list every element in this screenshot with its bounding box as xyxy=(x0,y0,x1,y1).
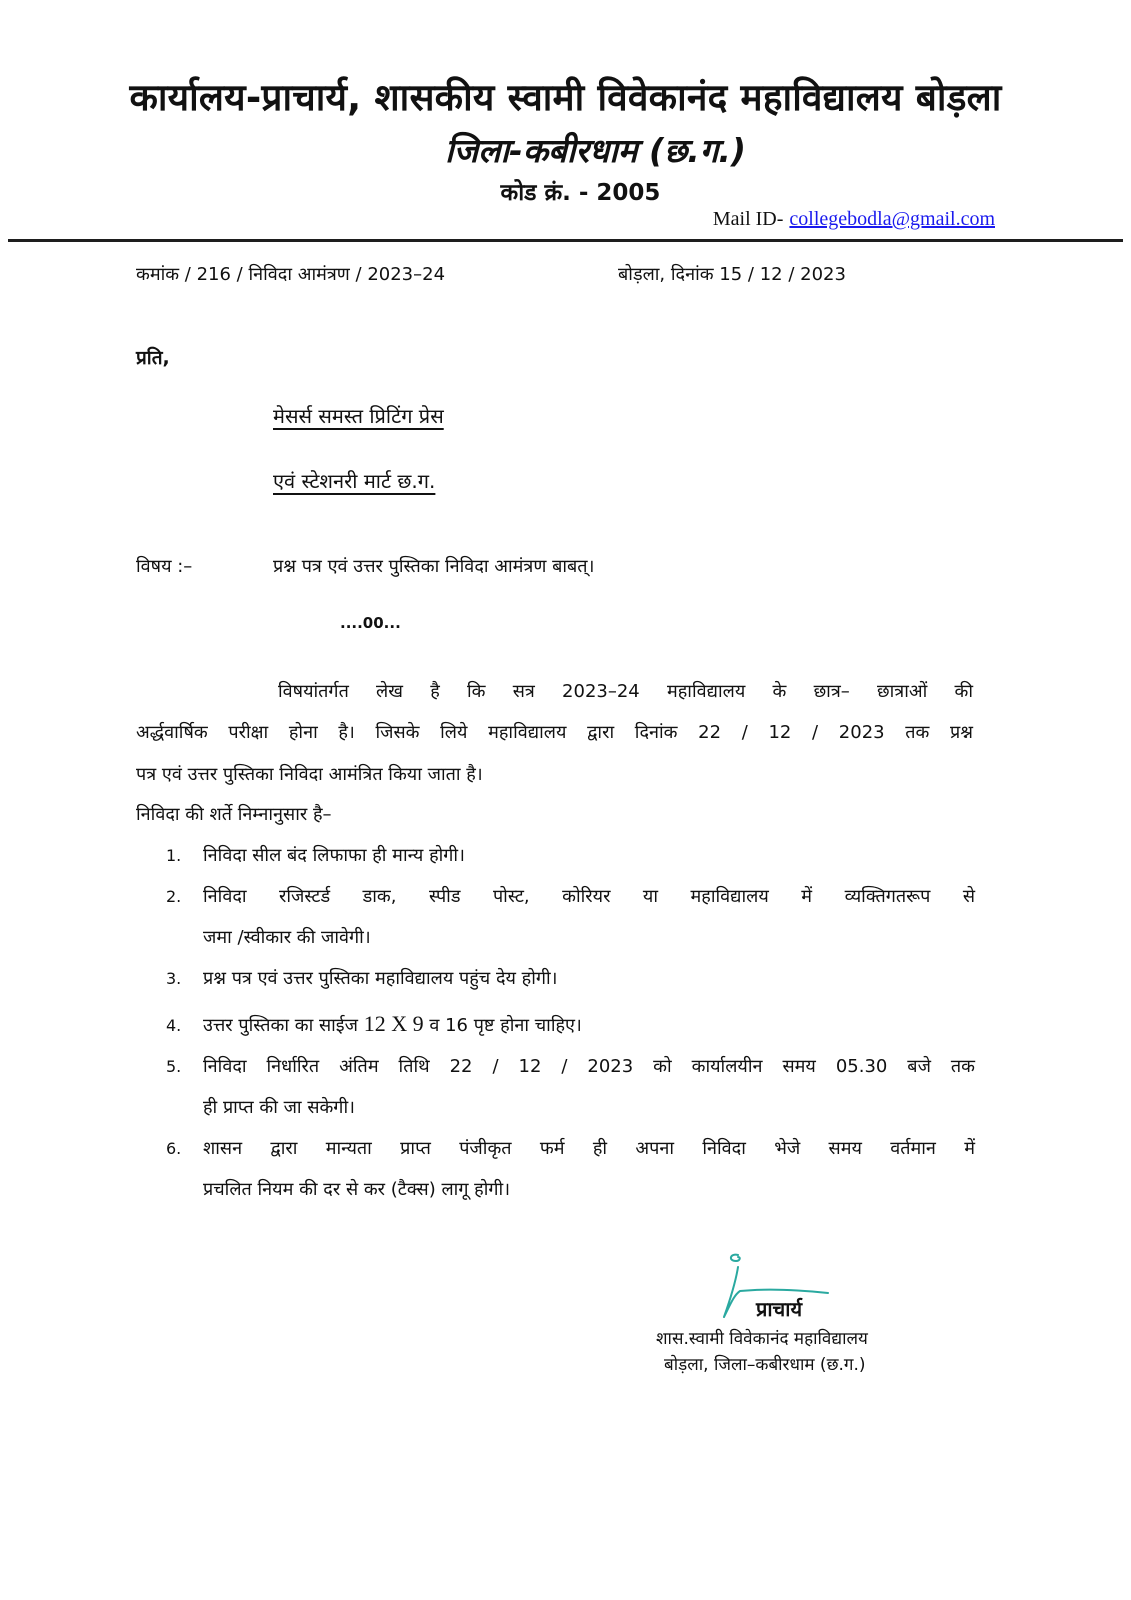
conditions-intro: निविदा की शर्ते निम्नानुसार है– xyxy=(136,804,332,825)
mail-link[interactable]: collegebodla@gmail.com xyxy=(789,208,995,230)
recipient-line-1: मेसर्स समस्त प्रिटिंग प्रेस xyxy=(273,404,444,428)
condition-number: 2. xyxy=(166,887,182,906)
condition-number: 5. xyxy=(166,1057,182,1076)
header-divider xyxy=(8,239,1123,242)
signatory-title: प्राचार्य xyxy=(756,1297,803,1321)
condition-number: 4. xyxy=(166,1016,182,1035)
condition-number: 3. xyxy=(166,969,182,988)
condition-text-continued: जमा /स्वीकार की जावेगी। xyxy=(203,927,371,948)
college-code: कोड क्रं. - 2005 xyxy=(500,180,661,206)
condition-text: निविदा निर्धारित अंतिम तिथि 22 / 12 / 2023 को कार्यालयीन समय 05.30 बजे तक xyxy=(203,1056,975,1077)
subject-text: प्रश्न पत्र एवं उत्तर पुस्तिका निविदा आमंत्रण बाबत्। xyxy=(273,556,595,577)
condition-text: प्रश्न पत्र एवं उत्तर पुस्तिका महाविद्यालय पहुंच देय होगी। xyxy=(203,968,558,989)
subject-label: विषय :– xyxy=(136,556,193,577)
signatory-institution: शास.स्वामी विवेकानंद महाविद्यालय xyxy=(656,1329,868,1349)
mail-row xyxy=(713,208,995,231)
reference-number: कमांक / 216 / निविदा आमंत्रण / 2023–24 xyxy=(136,264,446,285)
booklet-size: 12 X 9 xyxy=(363,1011,424,1036)
condition-text-continued: ही प्राप्त की जा सकेगी। xyxy=(203,1097,355,1118)
condition-text-part: उत्तर पुस्तिका का साईज xyxy=(203,1015,358,1036)
condition-text: निविदा सील बंद लिफाफा ही मान्य होगी। xyxy=(203,845,465,866)
body-paragraph-line-3: पत्र एवं उत्तर पुस्तिका निविदा आमंत्रित किया जाता है। xyxy=(136,764,483,785)
condition-text: शासन द्वारा मान्यता प्राप्त पंजीकृत फर्म ही अपना निविदा भेजे समय वर्तमान में xyxy=(203,1138,975,1159)
district-line: जिला-कबीरधाम (छ.ग.) xyxy=(445,131,746,170)
condition-text-continued: प्रचलित नियम की दर से कर (टैक्स) लागू होगी। xyxy=(203,1179,511,1200)
mail-label: Mail ID- xyxy=(712,208,784,230)
body-paragraph-line-1: विषयांतर्गत लेख है कि सत्र 2023–24 महाविद्यालय के छात्र– छात्राओं की xyxy=(278,681,973,702)
office-title: कार्यालय-प्राचार्य, शासकीय स्वामी विवेकानंद महाविद्यालय बोड़ला xyxy=(129,76,1002,119)
section-separator: ....00... xyxy=(340,614,401,632)
salutation: प्रति, xyxy=(136,347,170,369)
condition-text-part: व 16 पृष्ट होना चाहिए। xyxy=(429,1015,582,1036)
recipient-line-2: एवं स्टेशनरी मार्ट छ.ग. xyxy=(273,469,436,493)
condition-number: 6. xyxy=(166,1139,182,1158)
reference-date: बोड़ला, दिनांक 15 / 12 / 2023 xyxy=(618,264,846,285)
condition-text: निविदा रजिस्टर्ड डाक, स्पीड पोस्ट, कोरियर या महाविद्यालय में व्यक्तिगतरूप से xyxy=(203,886,975,907)
condition-number: 1. xyxy=(166,846,182,865)
signatory-location: बोड़ला, जिला–कबीरधाम (छ.ग.) xyxy=(664,1355,866,1375)
condition-text xyxy=(203,1011,582,1037)
body-paragraph-line-2: अर्द्धवार्षिक परीक्षा होना है। जिसके लिये महाविद्यालय द्वारा दिनांक 22 / 12 / 2023 तक प्रश्न xyxy=(136,722,973,743)
